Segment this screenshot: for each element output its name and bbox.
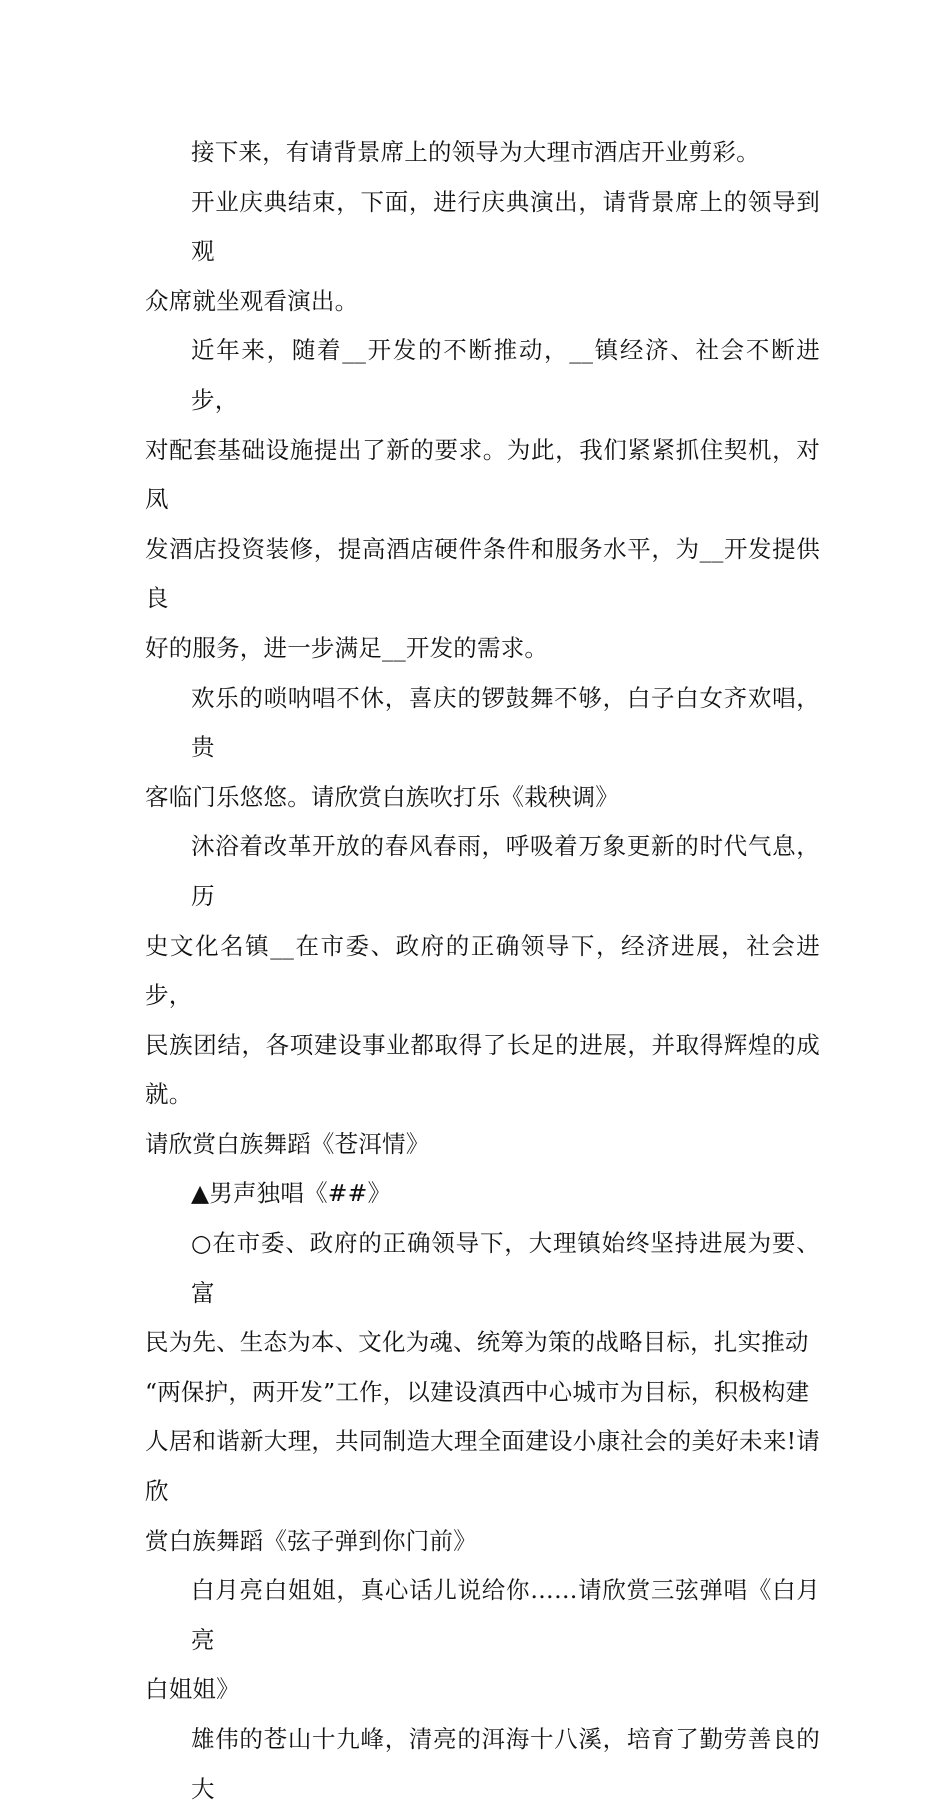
text-line: 赏白族舞蹈《弦子弹到你门前》 xyxy=(145,1526,477,1555)
text-line: 欢乐的唢呐唱不休，喜庆的锣鼓舞不够，白子白女齐欢唱，贵 xyxy=(191,683,820,762)
text-line: 白月亮白姐姐，真心话儿说给你……请欣赏三弦弹唱《白月亮 xyxy=(191,1576,820,1654)
text-line: 开业庆典结束，下面，进行庆典演出，请背景席上的领导到观 xyxy=(191,187,820,266)
text-line: 接下来，有请背景席上的领导为大理市酒店开业剪彩。 xyxy=(191,138,760,166)
text-line: 史文化名镇__在市委、政府的正确领导下，经济进展，社会进步， xyxy=(145,931,820,1010)
text-line: 民为先、生态为本、文化为魂、统筹为策的战略目标，扎实推动 xyxy=(145,1328,809,1357)
text-line: “两保护，两开发”工作，以建设滇西中心城市为目标，积极构建 xyxy=(145,1377,810,1406)
text-line: 人居和谐新大理，共同制造大理全面建设小康社会的美好未来!请欣 xyxy=(145,1427,820,1506)
text-line: 沐浴着改革开放的春风春雨，呼吸着万象更新的时代气息，历 xyxy=(191,832,820,910)
text-line: 白姐姐》 xyxy=(145,1675,240,1704)
paragraph-development xyxy=(145,326,820,673)
paragraph-male-solo xyxy=(145,1169,820,1219)
text-line: 好的服务，进一步满足__开发的需求。 xyxy=(145,633,549,662)
text-line: ○在市委、政府的正确领导下，大理镇始终坚持进展为要、富 xyxy=(191,1229,820,1307)
text-line: 对配套基础设施提出了新的要求。为此，我们紧紧抓住契机，对凤 xyxy=(145,435,820,514)
paragraph-historic-town xyxy=(145,822,820,1169)
paragraph-cangshan xyxy=(145,1715,820,1814)
paragraph-dali-strategy xyxy=(145,1219,820,1566)
paragraph-sanxian-song xyxy=(145,1566,820,1715)
text-line: 发酒店投资装修，提高酒店硬件条件和服务水平，为__开发提供良 xyxy=(145,534,820,613)
text-line: 众席就坐观看演出。 xyxy=(145,286,359,315)
text-line: 客临门乐悠悠。请欣赏白族吹打乐《栽秧调》 xyxy=(145,782,619,811)
paragraph-ribbon-cutting xyxy=(145,128,820,178)
text-line: 近年来，随着__开发的不断推动，__镇经济、社会不断进步， xyxy=(191,336,820,414)
text-line: 请欣赏白族舞蹈《苍洱情》 xyxy=(145,1129,430,1158)
document-body xyxy=(145,128,820,1814)
text-line: ▲男声独唱《##》 xyxy=(191,1179,392,1208)
paragraph-suona-music xyxy=(145,674,820,823)
paragraph-ceremony-end xyxy=(145,178,820,327)
text-line: 民族团结，各项建设事业都取得了长足的进展，并取得辉煌的成就。 xyxy=(145,1030,820,1109)
text-line: 雄伟的苍山十九峰，清亮的洱海十八溪，培育了勤劳善良的大 xyxy=(191,1725,820,1803)
